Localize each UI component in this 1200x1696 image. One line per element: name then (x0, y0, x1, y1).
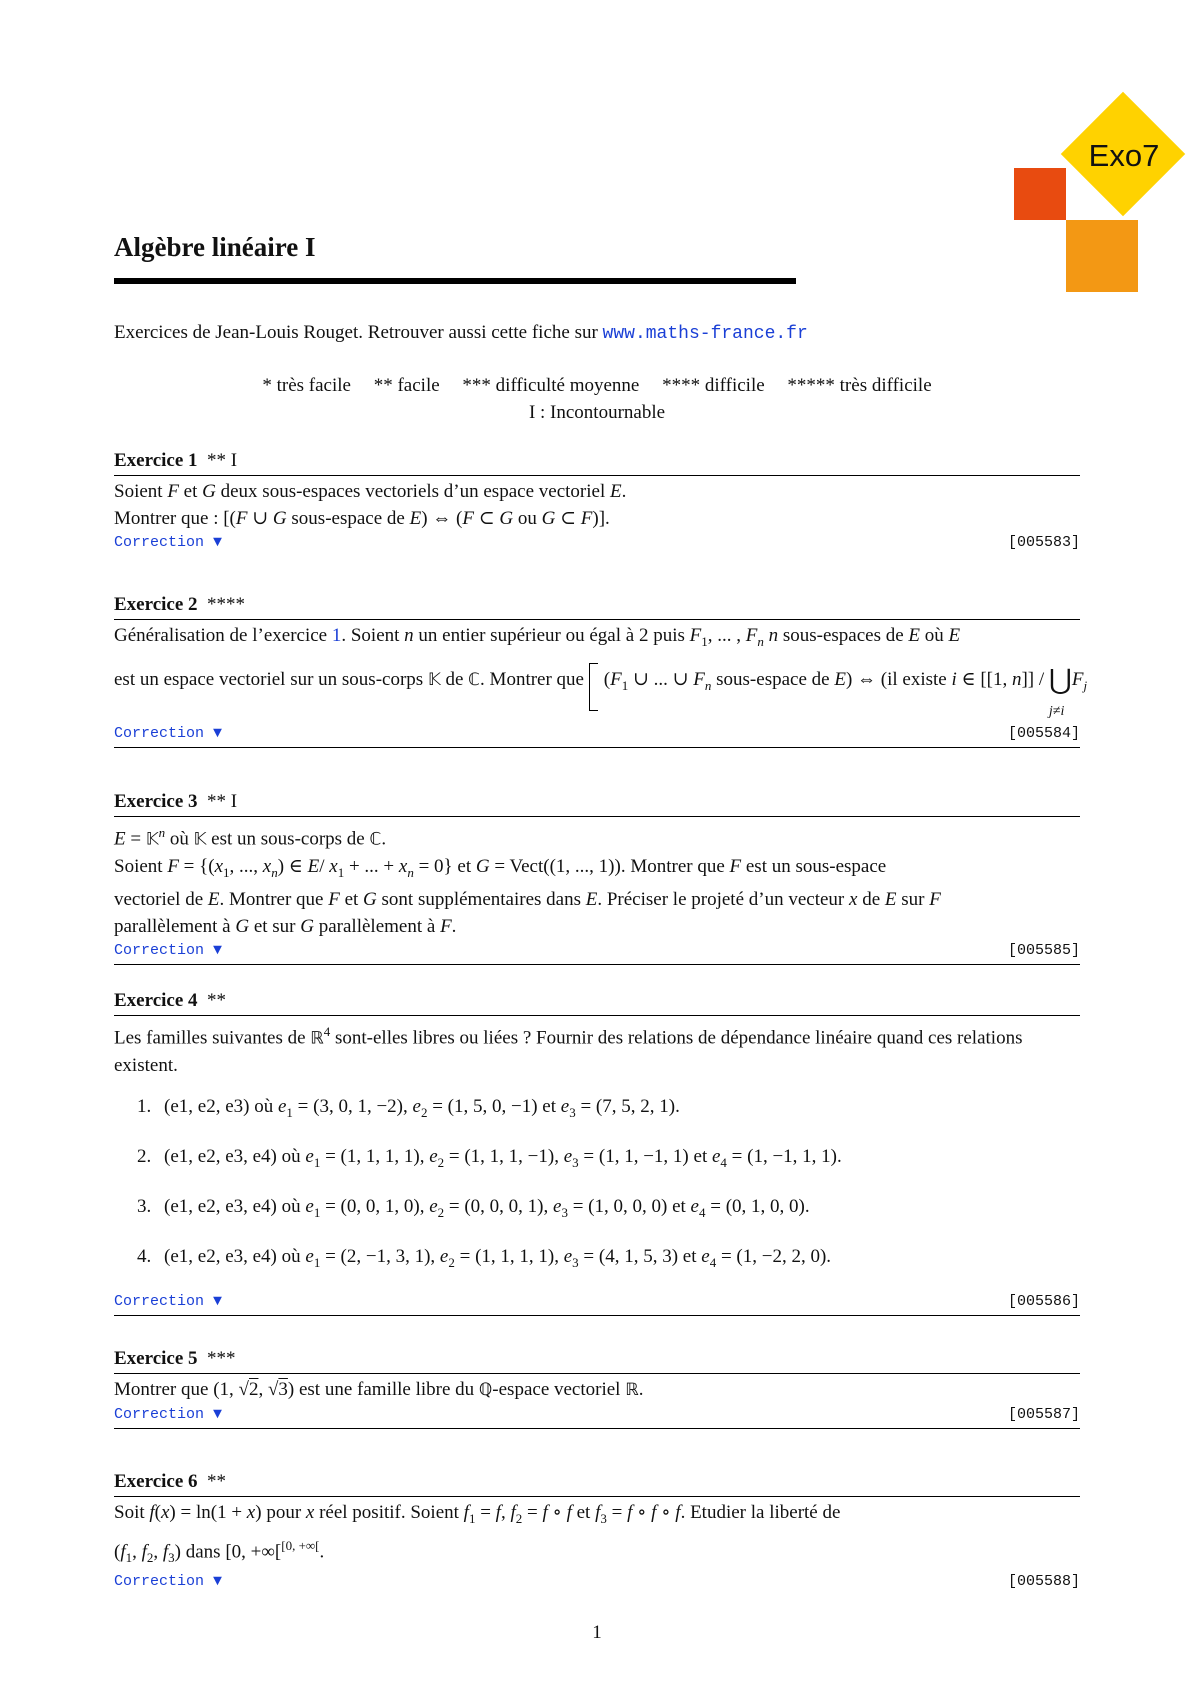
list-item: 4. (e1, e2, e3, e4) où $e_1 = (2$, −1, 3, 1), $e_2 = (1$, 1, 1, 1), $e_3 = (4$, 1, 5, 3) et $e_4 = (1$, −2, 2, 0). (156, 1243, 1080, 1276)
exercise-footer-rule (114, 747, 1080, 748)
exercise-footer-rule (114, 1428, 1080, 1429)
exercise-footer (114, 1406, 1080, 1428)
difficulty-legend (114, 372, 1080, 426)
exercise-title: Exercice 3 (114, 791, 198, 812)
exercise-code: [005587] (1007, 1406, 1080, 1423)
exercise-rule (114, 816, 1080, 817)
document-title: Algèbre linéaire I (114, 232, 316, 262)
correction-link[interactable]: Correction ▼ (114, 1406, 223, 1423)
exercise-rating: ** I (207, 791, 238, 812)
title-rule (114, 278, 796, 284)
exercise-rule (114, 1373, 1080, 1374)
exercise-title: Exercice 1 (114, 450, 198, 471)
exercise-heading (114, 990, 1080, 1012)
union-symbol: ⋃ (1048, 664, 1072, 696)
exercise-heading (114, 450, 1080, 472)
maths-france-link[interactable]: www.maths-france.fr (602, 324, 808, 344)
exercise-title: Exercice 2 (114, 594, 198, 615)
exercise-statement: Soit f(x) = ln(1 + x) pour x réel positif. Soient $f_1 = f$, $f_2 = f$ ∘ f et $f_3 = f$ ∘ f ∘ f. Etudier la liberté de ($f_1$, $f_2$, $f_3$) dans [0, +∞[$^{[0, +\infty[}$. (114, 1502, 841, 1565)
logo-orange-square (1066, 220, 1138, 292)
exercise-6 (114, 1471, 1080, 1595)
exercise-rating: *** (207, 1348, 236, 1369)
exercise-statement: Les familles suivantes de ℝ$^4$ sont-elles libres ou liées ? Fournir des relations de dépendance linéaire quand ces relations existent. 1. (e1, e2, e3) où $e_1 = (3$, 0, 1, −2), $e_2 = (1$, 5, 0, −1) et $e_3 = (7$, 5, 2, 1). 2. (e1, e2, e3, e4) où $e_1 = (1$, 1, 1, 1), $e_2 = (1$, 1, 1, −1), $e_3 = (1$, 1, −1, 1) et $e_4 = (1$, −1, 1, 1). 3. (e1, e2, e3, e4) où $e_1 = (0$, 0, 1, 0), $e_2 = (0$, 0, 0, 1), $e_3 = (1$, 0, 0, 0) et $e_4 = (0$, 1, 0, 0). 4. (e1, e2, e3, e4) où $e_1 = (2$, −1, 3, 1), $e_2 = (1$, 1, 1, 1), $e_3 = (4$, 1, 5, 3) et $e_4 = (1$, −2, 2, 0). (114, 1018, 1080, 1276)
exercise-title: Exercice 5 (114, 1348, 198, 1369)
page (114, 0, 1160, 1696)
exercise-2 (114, 594, 1088, 748)
legend-level-1: * très facile (262, 375, 351, 396)
exercise-rating: **** (207, 594, 246, 615)
exercise-footer (114, 1293, 1080, 1315)
exercise-rule (114, 619, 1080, 620)
exercise-heading (114, 1348, 1080, 1370)
exercise-code: [005586] (1007, 1292, 1080, 1310)
page-number: 1 (592, 1622, 602, 1643)
legend-level-2: ** facile (373, 375, 440, 396)
exercise-code: [005584] (1007, 724, 1080, 742)
exercise-heading (114, 594, 1080, 616)
correction-link[interactable]: Correction ▼ (114, 724, 223, 742)
logo-red-square (1014, 168, 1066, 220)
exercise-5 (114, 1348, 1080, 1429)
exercise-rating: ** (207, 990, 227, 1011)
exo7-logo (1014, 94, 1194, 294)
exercise-rule (114, 1015, 1080, 1016)
exercise-footer (114, 1573, 1080, 1595)
exercise-statement: E = 𝕂$^n$ où 𝕂 est un sous-corps de ℂ. Soient $F = \{(x_1$, ..., $x_n$) ∈ E/ $x_1$ + ... + $x_n = 0$} et G = Vect((1, ..., 1)). Montrer que F est un sous-espace vectoriel de E. Montrer que F et G sont supplémentaires dans E. Préciser le projeté d’un vecteur x de E sur F parallèlement à G et sur G parallèlement à F. (114, 825, 941, 938)
list-item: 1. (e1, e2, e3) où $e_1 = (3$, 0, 1, −2), $e_2 = (1$, 5, 0, −1) et $e_3 = (7$, 5, 2, 1). (156, 1093, 1080, 1126)
intro-text: Exercices de Jean-Louis Rouget. Retrouver aussi cette fiche sur (114, 322, 603, 343)
legend-incontournable: I : Incontournable (528, 402, 666, 423)
exercise-code: [005585] (1007, 942, 1080, 960)
exercise-statement: Généralisation de l’exercice 1. Soient n un entier supérieur ou égal à 2 puis $F_1$, ... , $F_n$ n sous-espaces de E où E est un espace vectoriel sur un sous-corps 𝕂 de ℂ. Montrer que ($F_1$ ∪ ... ∪ $F_n$ sous-espace de E) ⇔ (il existe i ∈ [[1, n]] / ⋃ j≠i $F_j$ (114, 625, 1088, 719)
correction-link[interactable]: Correction ▼ (114, 534, 223, 551)
family-list (114, 1093, 1080, 1275)
exercise-4 (114, 990, 1080, 1316)
correction-link[interactable]: Correction ▼ (114, 1292, 223, 1310)
exercise-1 (114, 450, 1080, 556)
exercise-heading (114, 1471, 1080, 1493)
exercise-footer (114, 725, 1080, 747)
exercise-rule (114, 1496, 1080, 1497)
exercise-rating: ** I (207, 450, 238, 471)
exercise-statement: Soient F et G deux sous-espaces vectoriels d’un espace vectoriel E. Montrer que : [(F ∪ G sous-espace de E) ⇔ (F ⊂ G ou G ⊂ F)]. (114, 481, 627, 529)
exercise-code: [005583] (1007, 534, 1080, 551)
exercise-statement: Montrer que (1, √2, √3) est une famille libre du ℚ-espace vectoriel ℝ. (114, 1379, 644, 1400)
exercise-3 (114, 791, 1080, 965)
exercise-heading (114, 791, 1080, 813)
exercise-footer (114, 534, 1080, 556)
exercise-footer-rule (114, 964, 1080, 965)
logo-text: Exo7 (1088, 138, 1160, 173)
exercise-rule (114, 475, 1080, 476)
exercise-footer (114, 942, 1080, 964)
bracket-left (589, 663, 598, 711)
exercise-title: Exercice 4 (114, 990, 198, 1011)
correction-link[interactable]: Correction ▼ (114, 942, 223, 960)
exercise-1-reference[interactable]: 1 (331, 625, 342, 646)
list-item: 3. (e1, e2, e3, e4) où $e_1 = (0$, 0, 1, 0), $e_2 = (0$, 0, 0, 1), $e_3 = (1$, 0, 0, 0) et $e_4 = (0$, 1, 0, 0). (156, 1193, 1080, 1226)
correction-link[interactable]: Correction ▼ (114, 1572, 223, 1590)
exercise-code: [005588] (1007, 1572, 1080, 1590)
legend-level-5: ***** très difficile (787, 375, 932, 396)
list-item: 2. (e1, e2, e3, e4) où $e_1 = (1$, 1, 1, 1), $e_2 = (1$, 1, 1, −1), $e_3 = (1$, 1, −1, 1) et $e_4 = (1$, −1, 1, 1). (156, 1143, 1080, 1176)
legend-level-4: **** difficile (662, 375, 765, 396)
exercise-footer-rule (114, 1315, 1080, 1316)
exercise-title: Exercice 6 (114, 1471, 198, 1492)
intro-line (114, 322, 808, 344)
exercise-rating: ** (207, 1471, 227, 1492)
legend-level-3: *** difficulté moyenne (462, 375, 640, 396)
